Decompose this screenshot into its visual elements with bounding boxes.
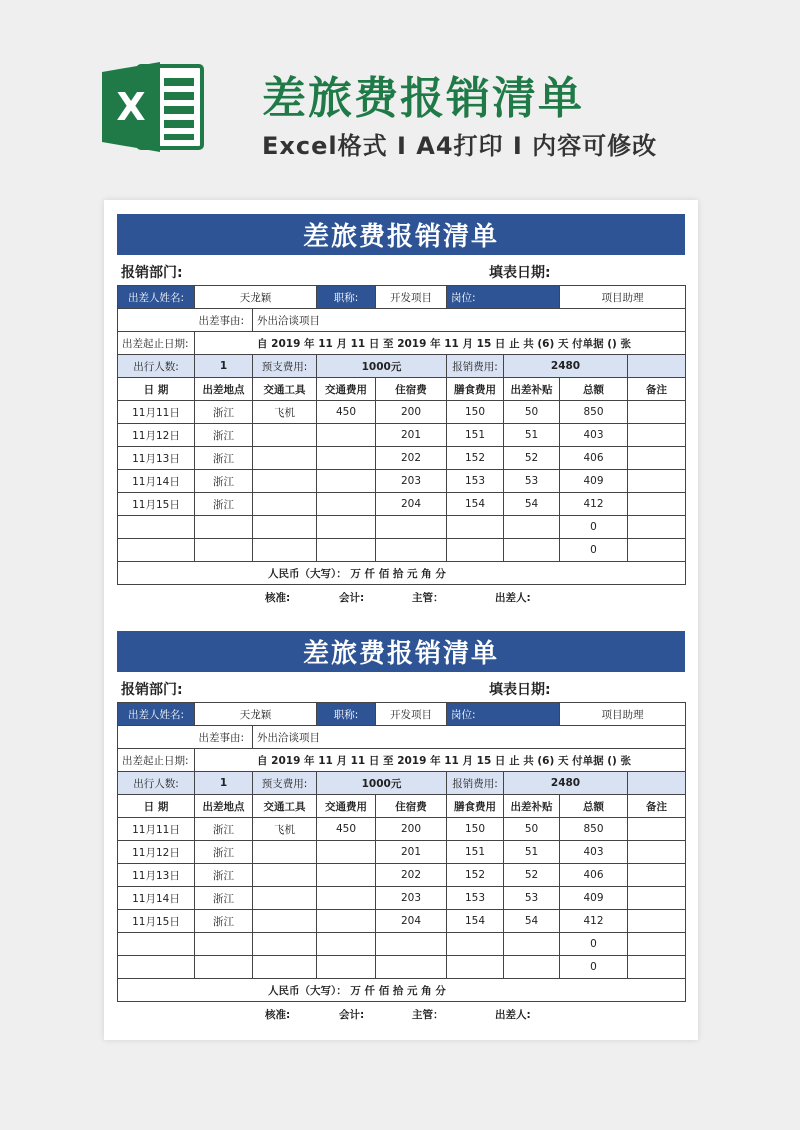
name-value[interactable]: 天龙颖 bbox=[195, 703, 317, 726]
advance-label: 预支费用: bbox=[253, 355, 317, 378]
col-date: 日 期 bbox=[118, 795, 195, 818]
approve-label: 核准: bbox=[265, 592, 291, 604]
reason-label: 出差事由: bbox=[118, 309, 253, 332]
expense-form-2 bbox=[117, 631, 685, 1024]
col-note: 备注 bbox=[628, 795, 686, 818]
cell-date[interactable]: 11月13日 bbox=[118, 864, 195, 887]
cell-meals[interactable]: 154 bbox=[447, 493, 504, 516]
table-row bbox=[118, 864, 686, 887]
page-subtitle: Excel格式 I A4打印 I 内容可修改 bbox=[262, 132, 658, 160]
cell-note[interactable] bbox=[628, 933, 686, 956]
cell-transport-fee[interactable] bbox=[317, 493, 376, 516]
cell-meals[interactable] bbox=[447, 933, 504, 956]
post-value[interactable]: 项目助理 bbox=[560, 703, 686, 726]
table-row bbox=[118, 956, 686, 979]
name-value[interactable]: 天龙颖 bbox=[195, 286, 317, 309]
cell-note[interactable] bbox=[628, 516, 686, 539]
cell-hotel[interactable]: 200 bbox=[376, 818, 447, 841]
cell-transport[interactable] bbox=[253, 539, 317, 562]
period-value[interactable]: 自 2019 年 11 月 11 日 至 2019 年 11 月 15 日 止 共 (6) 天 付单据 () 张 bbox=[195, 332, 686, 355]
col-allowance: 出差补贴 bbox=[504, 378, 560, 401]
reimb-label: 报销费用: bbox=[447, 355, 504, 378]
advance-value[interactable]: 1000元 bbox=[317, 355, 447, 378]
cell-note[interactable] bbox=[628, 493, 686, 516]
cell-note[interactable] bbox=[628, 818, 686, 841]
cell-transport[interactable] bbox=[253, 470, 317, 493]
signature-row bbox=[117, 585, 685, 607]
cell-transport[interactable] bbox=[253, 887, 317, 910]
name-label: 出差人姓名: bbox=[118, 286, 195, 309]
cell-allowance[interactable]: 52 bbox=[504, 864, 560, 887]
meta-row bbox=[117, 255, 685, 285]
col-transport: 交通工具 bbox=[253, 795, 317, 818]
cell-allowance[interactable]: 53 bbox=[504, 470, 560, 493]
cell-allowance[interactable]: 52 bbox=[504, 447, 560, 470]
meta-row bbox=[117, 672, 685, 702]
rank-value[interactable]: 开发项目 bbox=[376, 286, 447, 309]
table-row bbox=[118, 818, 686, 841]
col-total: 总额 bbox=[560, 795, 628, 818]
page-title: 差旅费报销清单 bbox=[262, 73, 584, 124]
cell-hotel[interactable]: 204 bbox=[376, 493, 447, 516]
cell-transport-fee[interactable]: 450 bbox=[317, 401, 376, 424]
table-row bbox=[118, 933, 686, 956]
cell-allowance[interactable]: 53 bbox=[504, 887, 560, 910]
col-hotel: 住宿费 bbox=[376, 795, 447, 818]
cell-place[interactable]: 浙江 bbox=[195, 887, 253, 910]
cell-transport-fee[interactable] bbox=[317, 864, 376, 887]
cell-transport[interactable]: 飞机 bbox=[253, 818, 317, 841]
cell-transport[interactable] bbox=[253, 516, 317, 539]
cell-total[interactable]: 0 bbox=[560, 539, 628, 562]
cell-note[interactable] bbox=[628, 956, 686, 979]
reason-value[interactable]: 外出洽谈项目 bbox=[253, 309, 686, 332]
cell-place[interactable]: 浙江 bbox=[195, 841, 253, 864]
cell-note[interactable] bbox=[628, 841, 686, 864]
column-header-row bbox=[118, 378, 686, 401]
cell-transport-fee[interactable] bbox=[317, 933, 376, 956]
traveler-label: 出差人: bbox=[495, 592, 531, 604]
cell-meals[interactable]: 152 bbox=[447, 864, 504, 887]
reason-value[interactable]: 外出洽谈项目 bbox=[253, 726, 686, 749]
rank-value[interactable]: 开发项目 bbox=[376, 703, 447, 726]
cell-place[interactable]: 浙江 bbox=[195, 470, 253, 493]
table-row bbox=[118, 516, 686, 539]
period-label: 出差起止日期: bbox=[118, 332, 195, 355]
col-meals: 膳食费用 bbox=[447, 795, 504, 818]
post-value[interactable]: 项目助理 bbox=[560, 286, 686, 309]
cell-total[interactable]: 0 bbox=[560, 956, 628, 979]
dept-label: 报销部门: bbox=[121, 265, 183, 281]
cell-meals[interactable]: 150 bbox=[447, 401, 504, 424]
cell-date[interactable]: 11月12日 bbox=[118, 841, 195, 864]
cell-date[interactable]: 11月14日 bbox=[118, 887, 195, 910]
advance-value[interactable]: 1000元 bbox=[317, 772, 447, 795]
table-row bbox=[118, 539, 686, 562]
cell-date[interactable] bbox=[118, 956, 195, 979]
cell-transport[interactable] bbox=[253, 493, 317, 516]
accounting-label: 会计: bbox=[339, 1009, 365, 1021]
cell-transport[interactable] bbox=[253, 933, 317, 956]
col-note: 备注 bbox=[628, 378, 686, 401]
cell-meals[interactable]: 151 bbox=[447, 841, 504, 864]
cell-total[interactable]: 0 bbox=[560, 516, 628, 539]
cell-hotel[interactable] bbox=[376, 516, 447, 539]
signature-row bbox=[117, 1002, 685, 1024]
name-label: 出差人姓名: bbox=[118, 703, 195, 726]
reimb-value[interactable]: 2480 bbox=[504, 355, 628, 378]
cell-meals[interactable]: 154 bbox=[447, 910, 504, 933]
cell-transport-fee[interactable] bbox=[317, 887, 376, 910]
cell-note[interactable] bbox=[628, 910, 686, 933]
table-row bbox=[118, 841, 686, 864]
col-meals: 膳食费用 bbox=[447, 378, 504, 401]
cell-total[interactable]: 403 bbox=[560, 841, 628, 864]
cell-date[interactable]: 11月13日 bbox=[118, 447, 195, 470]
cell-place[interactable] bbox=[195, 539, 253, 562]
col-transport-fee: 交通费用 bbox=[317, 378, 376, 401]
cell-transport[interactable] bbox=[253, 910, 317, 933]
reimb-value[interactable]: 2480 bbox=[504, 772, 628, 795]
date-label: 填表日期: bbox=[489, 265, 551, 281]
cell-transport-fee[interactable] bbox=[317, 910, 376, 933]
cell-place[interactable] bbox=[195, 933, 253, 956]
cell-transport-fee[interactable] bbox=[317, 841, 376, 864]
cell-place[interactable] bbox=[195, 516, 253, 539]
cell-allowance[interactable]: 54 bbox=[504, 910, 560, 933]
reason-label: 出差事由: bbox=[118, 726, 253, 749]
cell-allowance[interactable]: 50 bbox=[504, 401, 560, 424]
rank-label: 职称: bbox=[317, 286, 376, 309]
cell-total[interactable]: 409 bbox=[560, 470, 628, 493]
cell-transport-fee[interactable] bbox=[317, 956, 376, 979]
accounting-label: 会计: bbox=[339, 592, 365, 604]
col-transport-fee: 交通费用 bbox=[317, 795, 376, 818]
cell-allowance[interactable] bbox=[504, 516, 560, 539]
cell-meals[interactable]: 152 bbox=[447, 447, 504, 470]
table-row bbox=[118, 401, 686, 424]
cell-transport-fee[interactable] bbox=[317, 470, 376, 493]
post-label: 岗位: bbox=[447, 286, 560, 309]
advance-label: 预支费用: bbox=[253, 772, 317, 795]
cell-date[interactable] bbox=[118, 539, 195, 562]
cell-meals[interactable]: 151 bbox=[447, 424, 504, 447]
cell-date[interactable]: 11月11日 bbox=[118, 818, 195, 841]
cell-allowance[interactable] bbox=[504, 933, 560, 956]
cell-place[interactable]: 浙江 bbox=[195, 424, 253, 447]
cell-total[interactable]: 0 bbox=[560, 933, 628, 956]
col-total: 总额 bbox=[560, 378, 628, 401]
logo-letter: X bbox=[116, 85, 146, 129]
cell-note[interactable] bbox=[628, 864, 686, 887]
cell-total[interactable]: 406 bbox=[560, 864, 628, 887]
cell-transport[interactable] bbox=[253, 841, 317, 864]
cell-date[interactable]: 11月15日 bbox=[118, 910, 195, 933]
cell-date[interactable] bbox=[118, 933, 195, 956]
cell-note[interactable] bbox=[628, 887, 686, 910]
cell-hotel[interactable] bbox=[376, 956, 447, 979]
table-row bbox=[118, 447, 686, 470]
cell-allowance[interactable] bbox=[504, 956, 560, 979]
cell-total[interactable]: 403 bbox=[560, 424, 628, 447]
rmb-amount-line[interactable]: 人民币（大写）： 万 仟 佰 拾 元 角 分 bbox=[118, 979, 686, 1002]
cell-hotel[interactable]: 203 bbox=[376, 470, 447, 493]
cell-date[interactable]: 11月14日 bbox=[118, 470, 195, 493]
traveler-label: 出差人: bbox=[495, 1009, 531, 1021]
form-title: 差旅费报销清单 bbox=[117, 214, 685, 255]
supervisor-label: 主管： bbox=[412, 1009, 444, 1021]
table-row bbox=[118, 470, 686, 493]
count-value[interactable]: 1 bbox=[195, 355, 253, 378]
count-label: 出行人数: bbox=[118, 772, 195, 795]
cell-total[interactable]: 409 bbox=[560, 887, 628, 910]
cell-note[interactable] bbox=[628, 539, 686, 562]
cell-transport-fee[interactable] bbox=[317, 516, 376, 539]
post-label: 岗位: bbox=[447, 703, 560, 726]
cell-total[interactable]: 412 bbox=[560, 493, 628, 516]
cell-hotel[interactable]: 204 bbox=[376, 910, 447, 933]
cell-total[interactable]: 850 bbox=[560, 818, 628, 841]
period-label: 出差起止日期: bbox=[118, 749, 195, 772]
cell-total[interactable]: 412 bbox=[560, 910, 628, 933]
cell-transport-fee[interactable] bbox=[317, 539, 376, 562]
cell-place[interactable]: 浙江 bbox=[195, 447, 253, 470]
cell-hotel[interactable]: 201 bbox=[376, 424, 447, 447]
cell-hotel[interactable]: 201 bbox=[376, 841, 447, 864]
cell-allowance[interactable]: 50 bbox=[504, 818, 560, 841]
cell-place[interactable]: 浙江 bbox=[195, 910, 253, 933]
form-title: 差旅费报销清单 bbox=[117, 631, 685, 672]
cell-place[interactable]: 浙江 bbox=[195, 818, 253, 841]
cell-transport-fee[interactable] bbox=[317, 424, 376, 447]
cell-transport-fee[interactable]: 450 bbox=[317, 818, 376, 841]
cell-meals[interactable]: 153 bbox=[447, 470, 504, 493]
cell-total[interactable]: 850 bbox=[560, 401, 628, 424]
dept-label: 报销部门: bbox=[121, 682, 183, 698]
rank-label: 职称: bbox=[317, 703, 376, 726]
period-value[interactable]: 自 2019 年 11 月 11 日 至 2019 年 11 月 15 日 止 共 (6) 天 付单据 () 张 bbox=[195, 749, 686, 772]
reimb-label: 报销费用: bbox=[447, 772, 504, 795]
cell-place[interactable] bbox=[195, 956, 253, 979]
count-label: 出行人数: bbox=[118, 355, 195, 378]
cell-place[interactable]: 浙江 bbox=[195, 493, 253, 516]
cell-hotel[interactable] bbox=[376, 539, 447, 562]
cell-allowance[interactable]: 51 bbox=[504, 841, 560, 864]
cell-note[interactable] bbox=[628, 470, 686, 493]
cell-meals[interactable] bbox=[447, 956, 504, 979]
cell-hotel[interactable]: 202 bbox=[376, 864, 447, 887]
cell-meals[interactable] bbox=[447, 539, 504, 562]
cell-note[interactable] bbox=[628, 424, 686, 447]
cell-hotel[interactable] bbox=[376, 933, 447, 956]
cell-date[interactable] bbox=[118, 516, 195, 539]
supervisor-label: 主管： bbox=[412, 592, 444, 604]
cell-date[interactable]: 11月11日 bbox=[118, 401, 195, 424]
cell-meals[interactable]: 150 bbox=[447, 818, 504, 841]
blank-cell bbox=[628, 772, 686, 795]
cell-place[interactable]: 浙江 bbox=[195, 864, 253, 887]
cell-transport[interactable]: 飞机 bbox=[253, 401, 317, 424]
expense-form-1 bbox=[117, 214, 685, 607]
cell-hotel[interactable]: 200 bbox=[376, 401, 447, 424]
col-transport: 交通工具 bbox=[253, 378, 317, 401]
table-row bbox=[118, 910, 686, 933]
col-allowance: 出差补贴 bbox=[504, 795, 560, 818]
cell-note[interactable] bbox=[628, 447, 686, 470]
col-place: 出差地点 bbox=[195, 378, 253, 401]
count-value[interactable]: 1 bbox=[195, 772, 253, 795]
cell-note[interactable] bbox=[628, 401, 686, 424]
cell-date[interactable]: 11月15日 bbox=[118, 493, 195, 516]
expense-table bbox=[117, 285, 686, 585]
expense-table bbox=[117, 702, 686, 1002]
date-label: 填表日期: bbox=[489, 682, 551, 698]
cell-allowance[interactable]: 51 bbox=[504, 424, 560, 447]
blank-cell bbox=[628, 355, 686, 378]
cell-transport[interactable] bbox=[253, 956, 317, 979]
table-row bbox=[118, 493, 686, 516]
table-row bbox=[118, 887, 686, 910]
cell-hotel[interactable]: 202 bbox=[376, 447, 447, 470]
rmb-amount-line[interactable]: 人民币（大写）： 万 仟 佰 拾 元 角 分 bbox=[118, 562, 686, 585]
cell-transport[interactable] bbox=[253, 424, 317, 447]
cell-allowance[interactable] bbox=[504, 539, 560, 562]
table-row bbox=[118, 424, 686, 447]
cell-place[interactable]: 浙江 bbox=[195, 401, 253, 424]
cell-transport[interactable] bbox=[253, 864, 317, 887]
excel-logo-icon bbox=[102, 60, 206, 154]
col-hotel: 住宿费 bbox=[376, 378, 447, 401]
approve-label: 核准: bbox=[265, 1009, 291, 1021]
cell-total[interactable]: 406 bbox=[560, 447, 628, 470]
cell-hotel[interactable]: 203 bbox=[376, 887, 447, 910]
cell-transport-fee[interactable] bbox=[317, 447, 376, 470]
col-place: 出差地点 bbox=[195, 795, 253, 818]
cell-meals[interactable] bbox=[447, 516, 504, 539]
col-date: 日 期 bbox=[118, 378, 195, 401]
cell-transport[interactable] bbox=[253, 447, 317, 470]
cell-allowance[interactable]: 54 bbox=[504, 493, 560, 516]
cell-meals[interactable]: 153 bbox=[447, 887, 504, 910]
header bbox=[0, 0, 800, 200]
cell-date[interactable]: 11月12日 bbox=[118, 424, 195, 447]
column-header-row bbox=[118, 795, 686, 818]
